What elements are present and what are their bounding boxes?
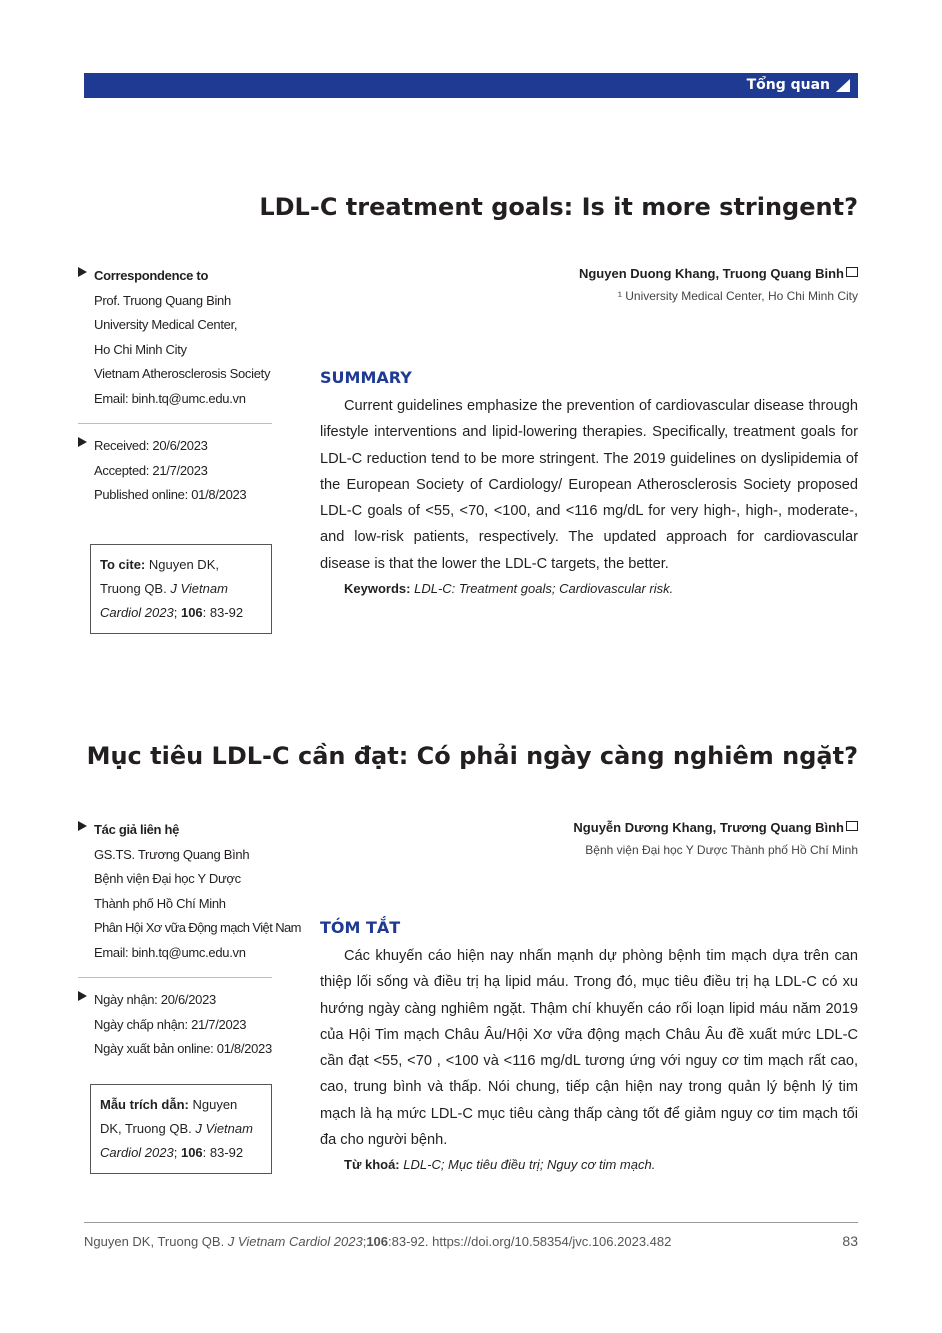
date-published: Ngày xuất bản online: 01/8/2023 <box>94 1041 272 1056</box>
sidebar-divider <box>78 423 272 424</box>
english-affiliation: ¹ University Medical Center, Ho Chi Minh City <box>617 289 858 303</box>
english-authors: Nguyen Duong Khang, Truong Quang Binh <box>578 266 844 281</box>
date-received: Received: 20/6/2023 <box>94 438 208 453</box>
english-title: LDL-C treatment goals: Is it more stringent? <box>259 193 858 221</box>
english-keywords: Keywords: LDL-C: Treatment goals; Cardiovascular risk. <box>344 581 674 597</box>
summary-text: Các khuyến cáo hiện nay nhấn mạnh dự phòng bệnh tim mạch dựa trên can thiệp lối sống và điều trị hạ lipid máu. Trong đó, mục tiêu điều trị hạ LDL-C có xu hướng ngày càng nghiêm ngặt. Thậm chí khuyến cáo rối loạn lipid máu năm 2019 của Hội Tim mạch Châu Âu/Hội Xơ vữa động mạch Châu Âu đề xuất mức LDL-C cần đạt <55, <70 , <100 và <116 mg/dL tương ứng với nguy cơ tim mạch rất cao, cao, trung bình và thấp. Nói chung, tiếp cận hiện nay trong quản lý bệnh lý tim mạch là hạ mức LDL-C mục tiêu càng thấp càng tốt để giảm nguy cơ tim mạch tối đa cho người bệnh. <box>320 948 858 1149</box>
date-published: Published online: 01/8/2023 <box>94 487 247 502</box>
footer-citation: Nguyen DK, Truong QB. J Vietnam Cardiol 2023;106:83-92. https://doi.org/10.58354/jvc.106.2023.482 <box>84 1234 672 1249</box>
correspondence-city: Ho Chi Minh City <box>94 341 187 357</box>
english-correspondence <box>78 264 272 411</box>
sidebar-divider <box>78 977 272 978</box>
bullet-arrow-icon <box>78 991 87 1001</box>
envelope-icon <box>846 821 858 831</box>
bullet-arrow-icon <box>78 821 87 831</box>
summary-heading: SUMMARY <box>320 368 412 387</box>
vietnamese-cite-box: Mẫu trích dẫn: Nguyen DK, Truong QB. J Vietnam Cardiol 2023; 106: 83-92 <box>90 1084 272 1174</box>
english-dates <box>78 434 272 508</box>
date-accepted: Accepted: 21/7/2023 <box>94 462 208 478</box>
vietnamese-title: Mục tiêu LDL-C cần đạt: Có phải ngày càng nghiêm ngặt? <box>86 742 858 770</box>
section-label: Tổng quan <box>746 77 830 93</box>
date-accepted: Ngày chấp nhận: 21/7/2023 <box>94 1016 247 1032</box>
summary-heading: TÓM TẮT <box>320 918 401 937</box>
vietnamese-correspondence <box>78 818 301 965</box>
english-sidebar <box>78 264 272 508</box>
correspondence-institution: University Medical Center, <box>94 317 238 332</box>
correspondence-name: GS.TS. Trương Quang Bình <box>94 846 250 862</box>
envelope-icon <box>846 267 858 277</box>
correspondence-name: Prof. Truong Quang Binh <box>94 292 231 308</box>
english-summary <box>320 368 858 596</box>
vietnamese-summary <box>320 918 858 1172</box>
vietnamese-keywords: Từ khoá: LDL-C; Mục tiêu điều trị; Nguy cơ tim mạch. <box>344 1157 656 1173</box>
correspondence-heading: Tác giả liên hệ <box>94 822 180 837</box>
correspondence-heading: Correspondence to <box>94 268 209 283</box>
correspondence-society: Phân Hội Xơ vữa Động mạch Việt Nam <box>94 920 301 935</box>
section-header-band <box>84 73 858 98</box>
bullet-arrow-icon <box>78 267 87 277</box>
vietnamese-dates <box>78 988 272 1062</box>
date-received: Ngày nhận: 20/6/2023 <box>94 992 216 1007</box>
footer-divider <box>84 1222 858 1223</box>
vietnamese-authors-block <box>573 820 858 857</box>
bullet-arrow-icon <box>78 437 87 447</box>
page-number: 83 <box>842 1233 858 1249</box>
english-cite-box: To cite: Nguyen DK, Truong QB. J Vietnam Cardiol 2023; 106: 83-92 <box>90 544 272 634</box>
vietnamese-sidebar <box>78 818 301 1062</box>
vietnamese-affiliation: Bệnh viện Đại học Y Dược Thành phố Hồ Chí Minh <box>585 843 858 857</box>
doi-link[interactable]: :83-92. https://doi.org/10.58354/jvc.106.2023.482 <box>388 1234 672 1249</box>
english-authors-block <box>579 266 858 303</box>
correspondence-institution: Bệnh viện Đại học Y Dược <box>94 871 241 886</box>
vietnamese-authors: Nguyễn Dương Khang, Trương Quang Bình <box>573 820 844 835</box>
corner-triangle-icon <box>836 79 850 92</box>
summary-text: Current guidelines emphasize the prevention of cardiovascular disease through lifestyle interventions and lipid-lowering therapies. Specifically, treatment goals for LDL-C reduction tend to be more stringent. The 2019 guidelines on dyslipidemia of the European Society of Cardiology/ European Atherosclerosis Society proposed LDL-C goals of <55, <70, <100, and <116 mg/dL for very high-, high-, moderate-, and low-risk patients, respectively. The updated approach for cardiovascular disease is that the lower the LDL-C targets, the better. <box>320 398 858 572</box>
correspondence-email: Email: binh.tq@umc.edu.vn <box>94 944 246 960</box>
correspondence-society: Vietnam Atherosclerosis Society <box>94 366 271 381</box>
correspondence-email: Email: binh.tq@umc.edu.vn <box>94 390 246 406</box>
correspondence-city: Thành phố Hồ Chí Minh <box>94 895 226 911</box>
